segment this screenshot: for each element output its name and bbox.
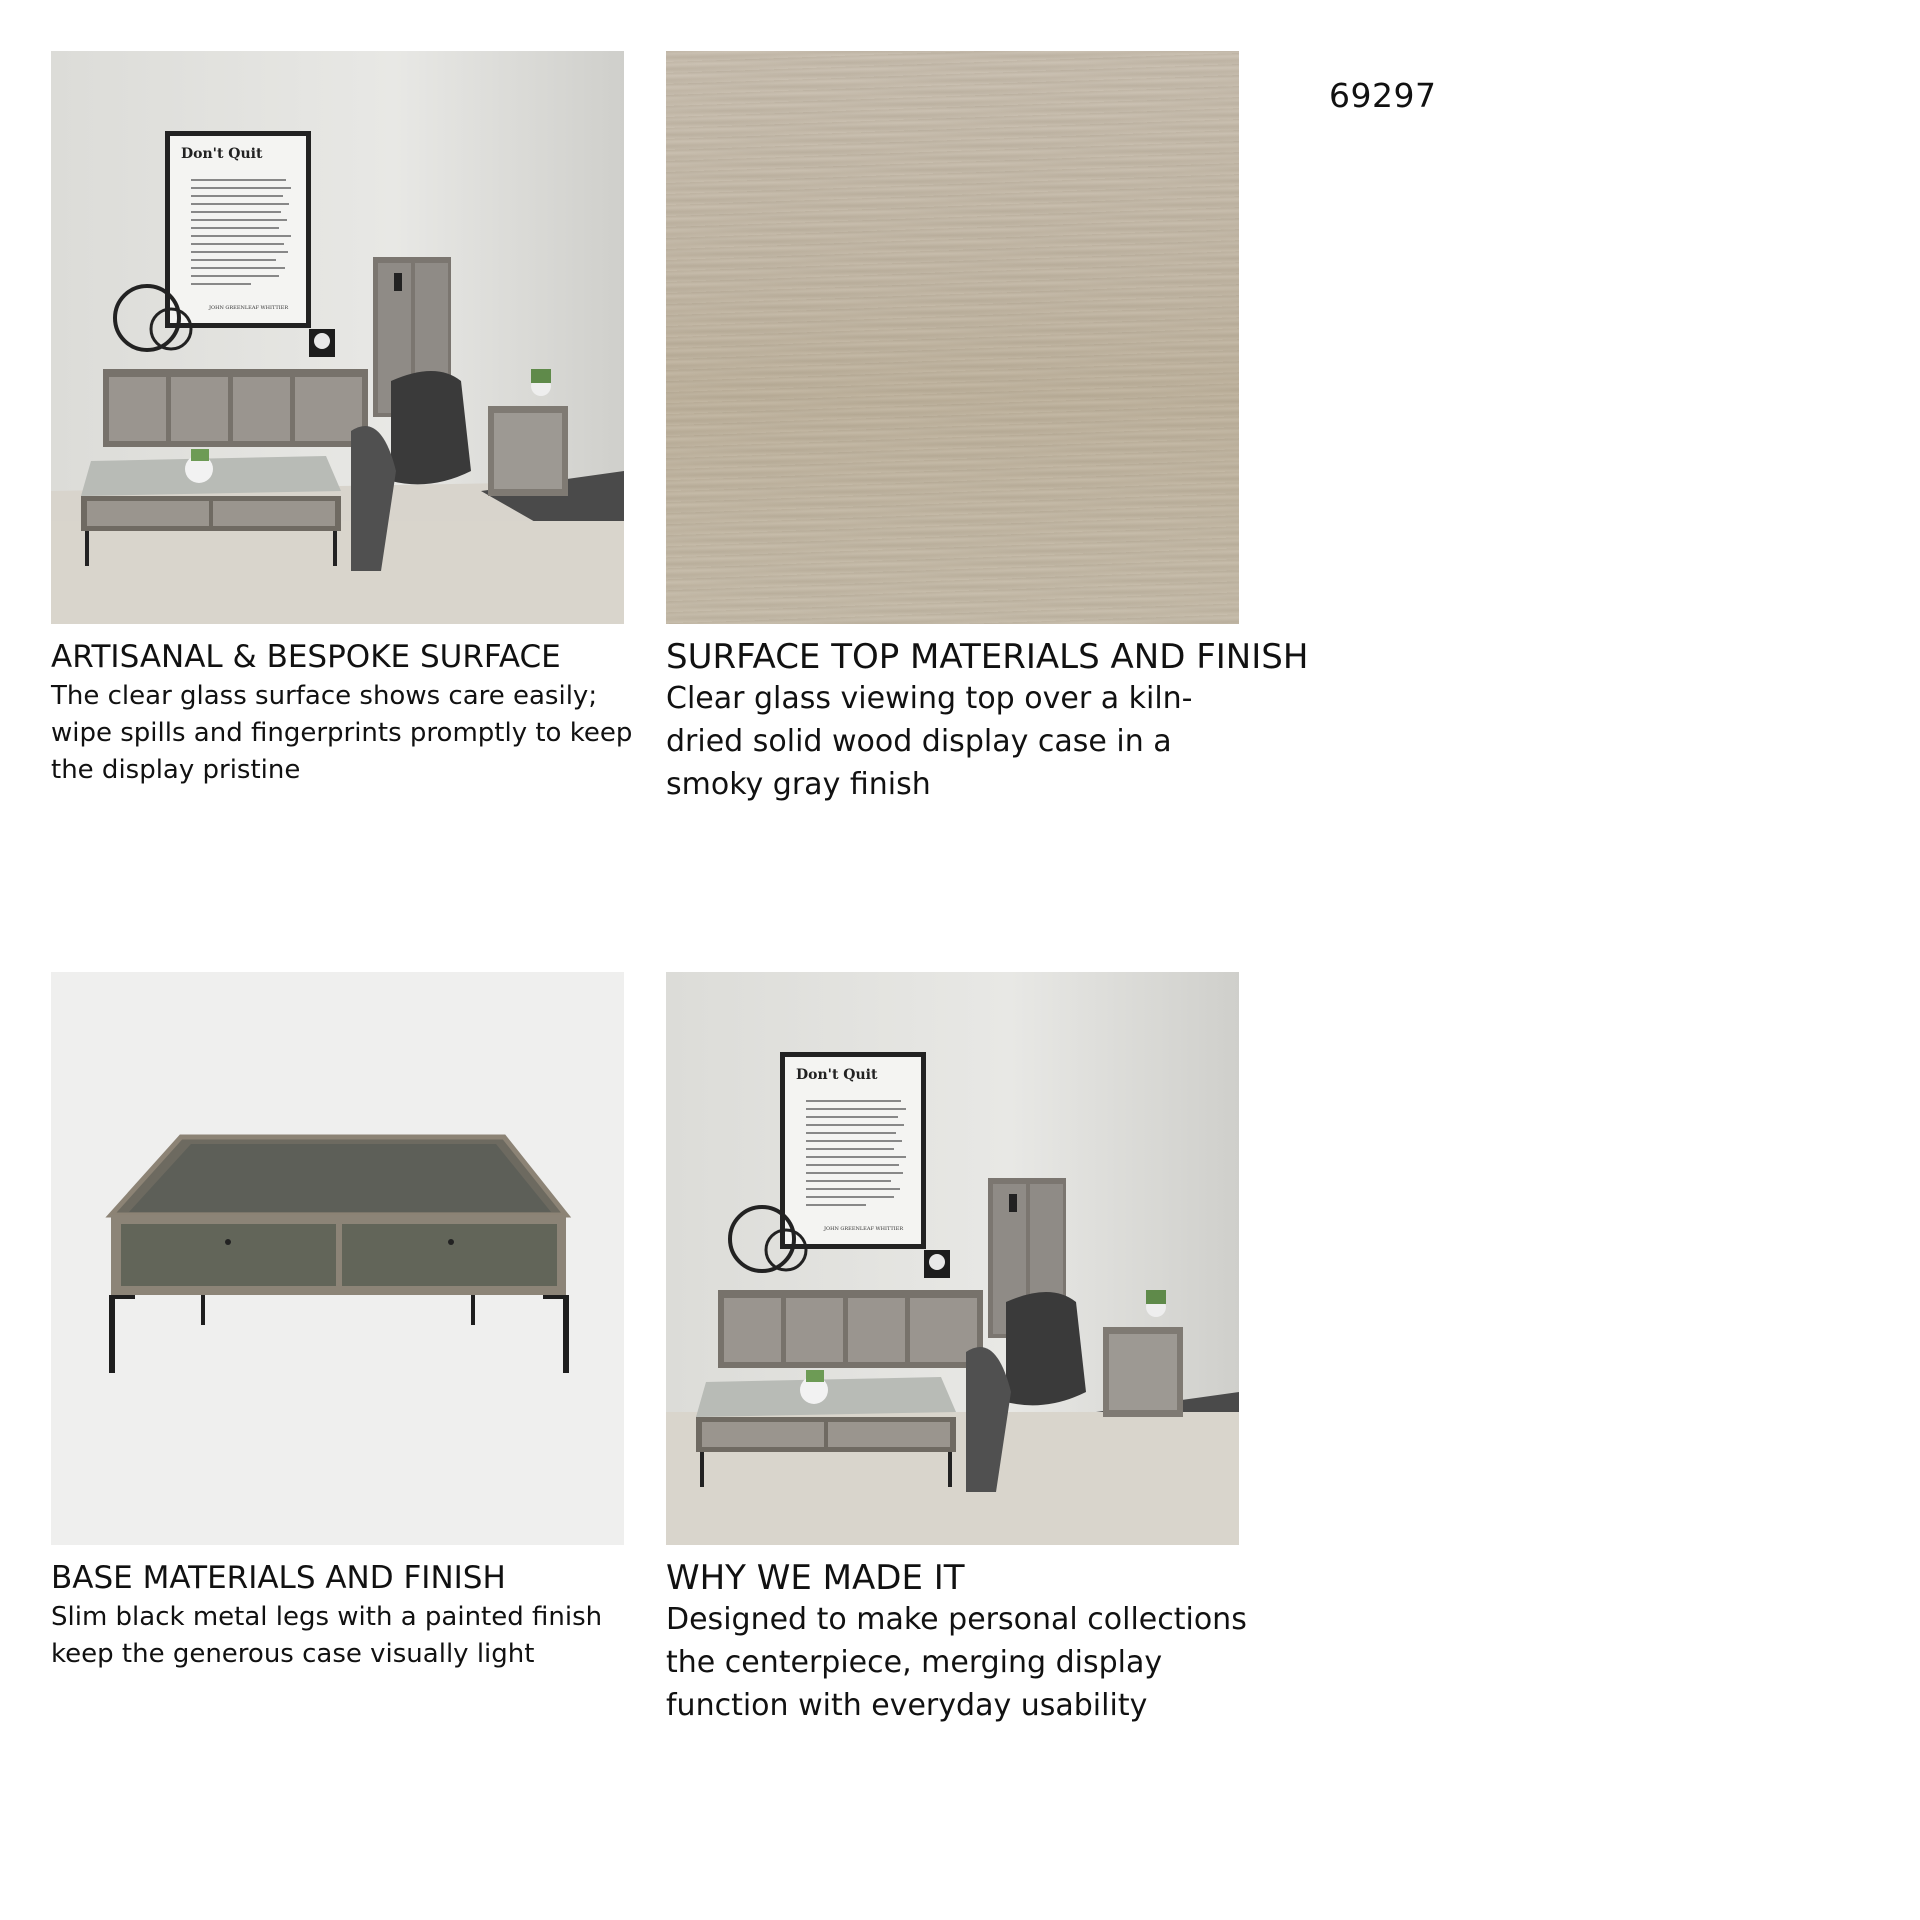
card-description: Designed to make personal collections the centerpiece, merging display function with everyday usability [666,1602,1247,1723]
poster-author: JOHN GREENLEAF WHITTIER [824,1226,904,1232]
poster-title: Don't Quit [796,1067,878,1083]
room-scene-image [666,972,1239,1545]
card-heading: SURFACE TOP MATERIALS AND FINISH [666,637,1309,677]
card-heading: ARTISANAL & BESPOKE SURFACE [51,639,561,675]
wood-texture-image [666,51,1239,624]
product-sku: 69297 [1329,76,1437,115]
room-scene-image [51,51,624,624]
poster-author: JOHN GREENLEAF WHITTIER [209,305,289,311]
coffee-table-image [51,972,624,1545]
card-description: Clear glass viewing top over a kiln-dried solid wood display case in a smoky gray finish [666,681,1193,802]
card-description: Slim black metal legs with a painted finish keep the generous case visually light [51,1602,603,1669]
card-heading: BASE MATERIALS AND FINISH [51,1560,506,1596]
card-heading: WHY WE MADE IT [666,1558,965,1598]
poster-title: Don't Quit [181,146,263,162]
card-description: The clear glass surface shows care easily; wipe spills and fingerprints promptly to keep the display pristine [51,681,633,785]
